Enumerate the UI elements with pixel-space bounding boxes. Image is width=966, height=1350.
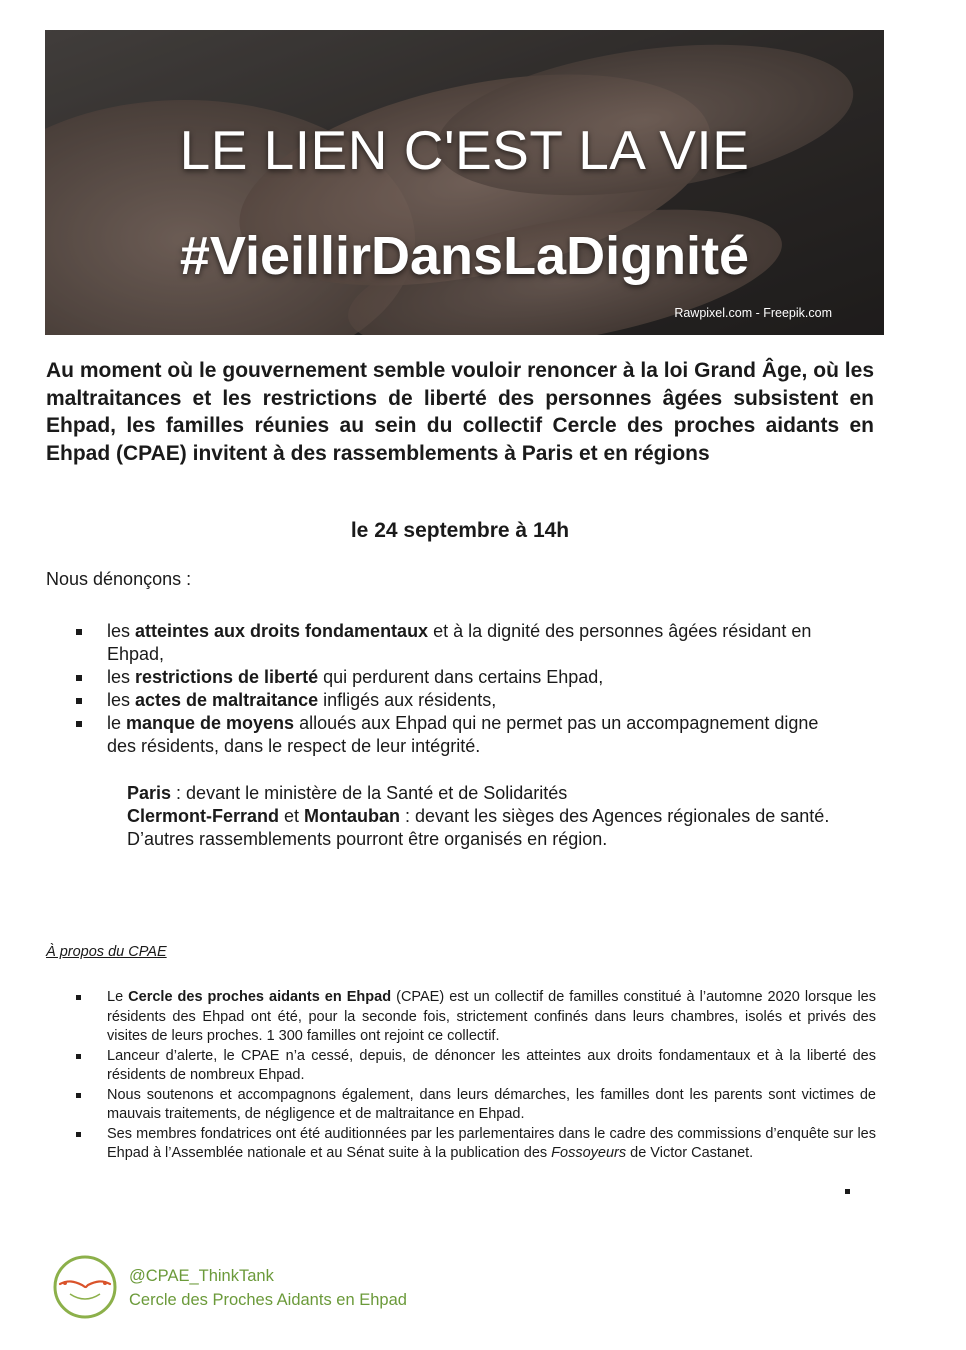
list-item: Le Cercle des proches aidants en Ehpad (CPAE) est un collectif de familles constitué à l’automne 2020 lorsque les résidents des Ehpad ont été, pour la seconde fois, strictement confinés dans leurs chambres, isolés et privés des visites de leurs proches. 1 300 familles ont rejoint ce collectif. [76,988,876,1047]
list-item: Lanceur d’alerte, le CPAE n’a cessé, depuis, de dénoncer les atteintes aux droits fondamentaux et à la liberté des résidents de nombreux Ehpad. [76,1047,876,1086]
location-regions: Clermont-Ferrand et Montauban : devant les sièges des Agences régionales de santé. [127,806,830,826]
hero-banner [45,30,884,335]
list-item: Nous soutenons et accompagnons également, dans leurs démarches, les familles dont les parents sont victimes de mauvais traitements, de négligence et de maltraitance en Ehpad. [76,1086,876,1125]
photo-credit: Rawpixel.com - Freepik.com [674,306,832,320]
twitter-handle[interactable]: @CPAE_ThinkTank [129,1267,274,1285]
bullet-icon [76,629,82,635]
list-item: les restrictions de liberté qui perdurent dans certains Ehpad, [76,666,836,689]
locations [127,782,877,851]
location-paris: Paris : devant le ministère de la Santé et de Solidarités [127,783,568,803]
organization-name: Cercle des Proches Aidants en Ehpad [129,1291,407,1309]
cpae-logo [52,1254,118,1320]
intro-text: Nous dénonçons : [46,569,192,589]
list-item: le manque de moyens alloués aux Ehpad qui ne permet pas un accompagnement digne des résidents, dans le respect de leur intégrité. [76,712,836,758]
bullet-icon [845,1189,850,1194]
bullet-icon [76,675,82,681]
list-item: les actes de maltraitance infligés aux résidents, [76,689,836,712]
list-item: les atteintes aux droits fondamentaux et à la dignité des personnes âgées résidant en Ehpad, [76,620,836,666]
banner-hashtag: #VieillirDansLaDignité [179,226,750,286]
bullet-icon [76,1132,81,1137]
lead-paragraph: Au moment où le gouvernement semble vouloir renoncer à la loi Grand Âge, où les maltraitances et les restrictions de liberté des personnes âgées subsistent en Ehpad, les familles réunies au sein du collectif Cercle des proches aidants en Ehpad (CPAE) invitent à des rassemblements à Paris et en régions [46,359,874,465]
bullet-icon [76,1093,81,1098]
about-list [76,988,876,1164]
bullet-icon [76,721,82,727]
banner-title: LE LIEN C'EST LA VIE [179,119,750,181]
event-date: le 24 septembre à 14h [350,519,570,542]
location-others: D’autres rassemblements pourront être organisés en région. [127,829,608,849]
bullet-icon [76,995,81,1000]
hands-photo [45,30,884,335]
list-item: Ses membres fondatrices ont été auditionnées par les parlementaires dans le cadre des commissions d’enquête sur les Ehpad à l’Assemblée nationale et au Sénat suite à la publication des Fossoyeurs de Victor Castanet. [76,1125,876,1164]
bullet-icon [76,1054,81,1059]
bullet-icon [76,698,82,704]
about-heading: À propos du CPAE [46,944,167,960]
denounce-list [76,620,836,758]
